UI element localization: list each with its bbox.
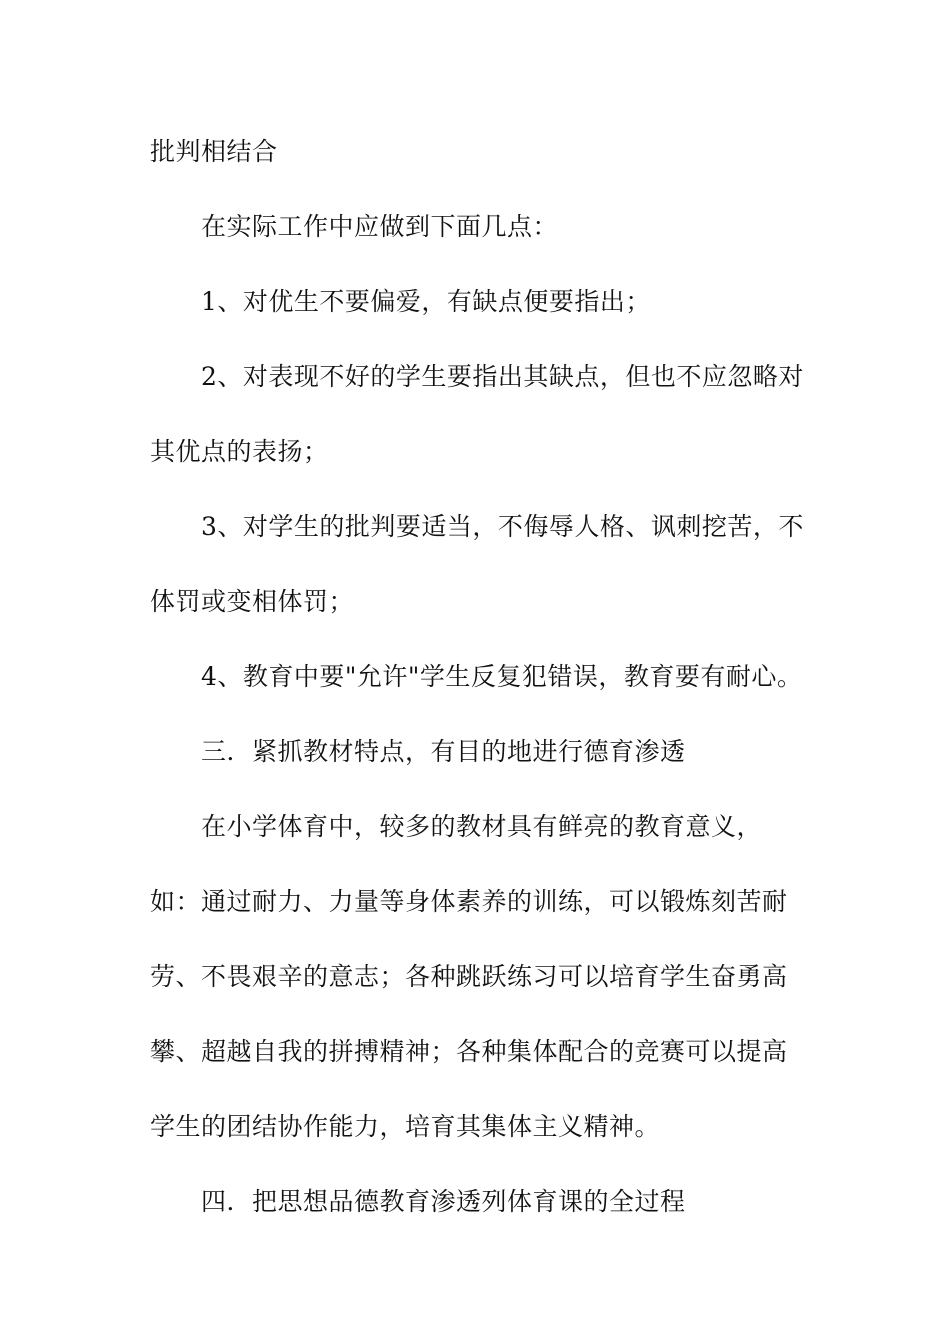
paragraph-section-3-line-2: 如：通过耐力、力量等身体素养的训练，可以锻炼刻苦耐 — [150, 887, 788, 916]
paragraph-section-3-line-3: 劳、不畏艰辛的意志；各种跳跃练习可以培育学生奋勇高 — [150, 962, 788, 991]
list-item-3-continuation: 体罚或变相体罚； — [150, 587, 355, 616]
section-heading-3: 三．紧抓教材特点，有目的地进行德育渗透 — [201, 737, 686, 766]
list-item-4: 4、教育中要"允许"学生反复犯错误，教育要有耐心。 — [201, 662, 803, 691]
paragraph-intro: 在实际工作中应做到下面几点： — [201, 212, 559, 241]
section-heading-4: 四．把思想品德教育渗透列体育课的全过程 — [201, 1187, 686, 1216]
paragraph-section-3-line-4: 攀、超越自我的拼搏精神；各种集体配合的竞赛可以提高 — [150, 1037, 788, 1066]
list-item-2: 2、对表现不好的学生要指出其缺点，但也不应忽略对 — [201, 362, 804, 391]
list-item-1: 1、对优生不要偏爱，有缺点便要指出； — [201, 287, 651, 316]
list-item-2-continuation: 其优点的表扬； — [150, 437, 329, 466]
paragraph-section-3: 在小学体育中，较多的教材具有鲜亮的教育意义， — [201, 812, 763, 841]
paragraph-section-3-line-5: 学生的团结协作能力，培育其集体主义精神。 — [150, 1112, 661, 1141]
list-item-3: 3、对学生的批判要适当，不侮辱人格、讽刺挖苦，不 — [201, 512, 804, 541]
text-line-continuation: 批判相结合 — [150, 137, 278, 166]
